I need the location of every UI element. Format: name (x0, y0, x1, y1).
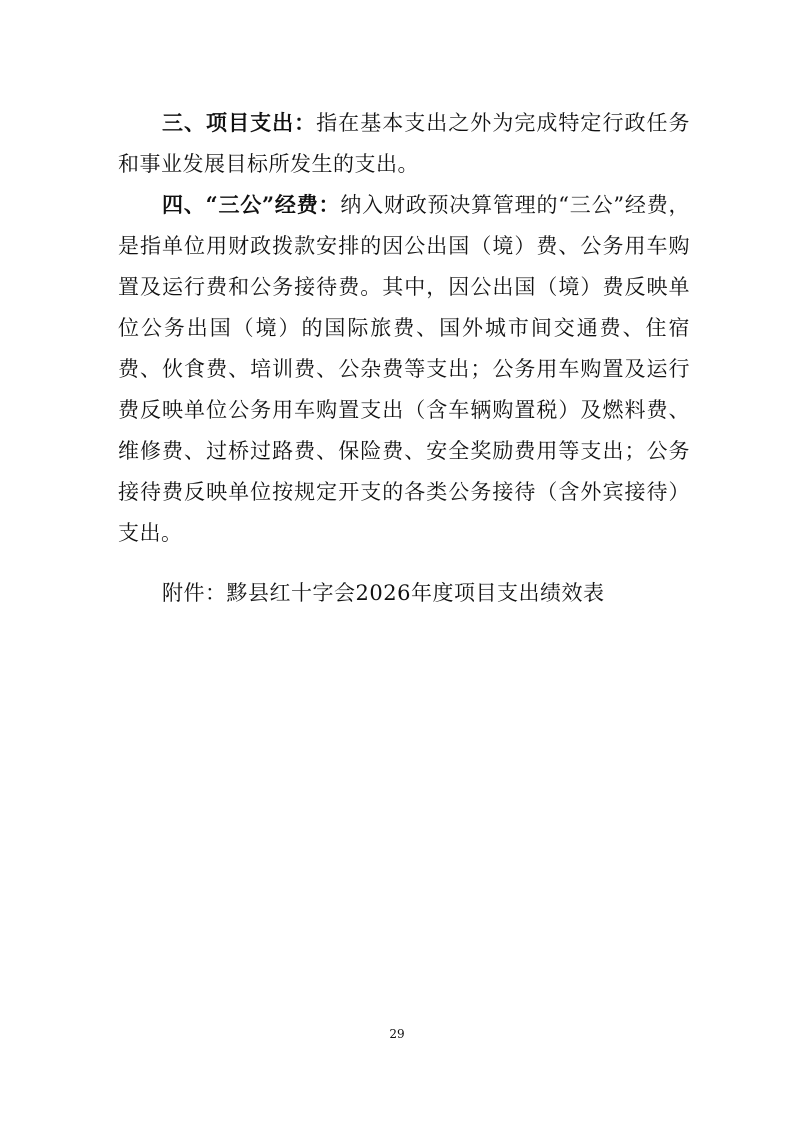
paragraph-body: 指在基本支出之外为完成特定行政任务和事业发展目标所发生的支出。 (118, 111, 691, 176)
attachment-note: 附件：黟县红十字会2026年度项目支出绩效表 (162, 581, 605, 605)
paragraph-project-expenditure (118, 102, 690, 185)
paragraph-heading: 四、“三公”经费： (162, 192, 341, 217)
paragraph-three-public-funds (118, 184, 690, 554)
page-number: 29 (389, 1027, 405, 1041)
paragraph-heading: 三、项目支出： (162, 110, 317, 135)
paragraph-body: 纳入财政预决算管理的“三公”经费，是指单位用财政拨款安排的因公出国（境）费、公务用车购置及运行费和公务接待费。其中，因公出国（境）费反映单位公务出国（境）的国际旅费、国外城市间交通费、住宿费、伙食费、培训费、公杂费等支出；公务用车购置及运行费反映单位公务用车购置支出（含车辆购置税）及燃料费、维修费、过桥过路费、保险费、安全奖励费用等支出；公务接待费反映单位按规定开支的各类公务接待（含外宾接待）支出。 (118, 193, 690, 545)
